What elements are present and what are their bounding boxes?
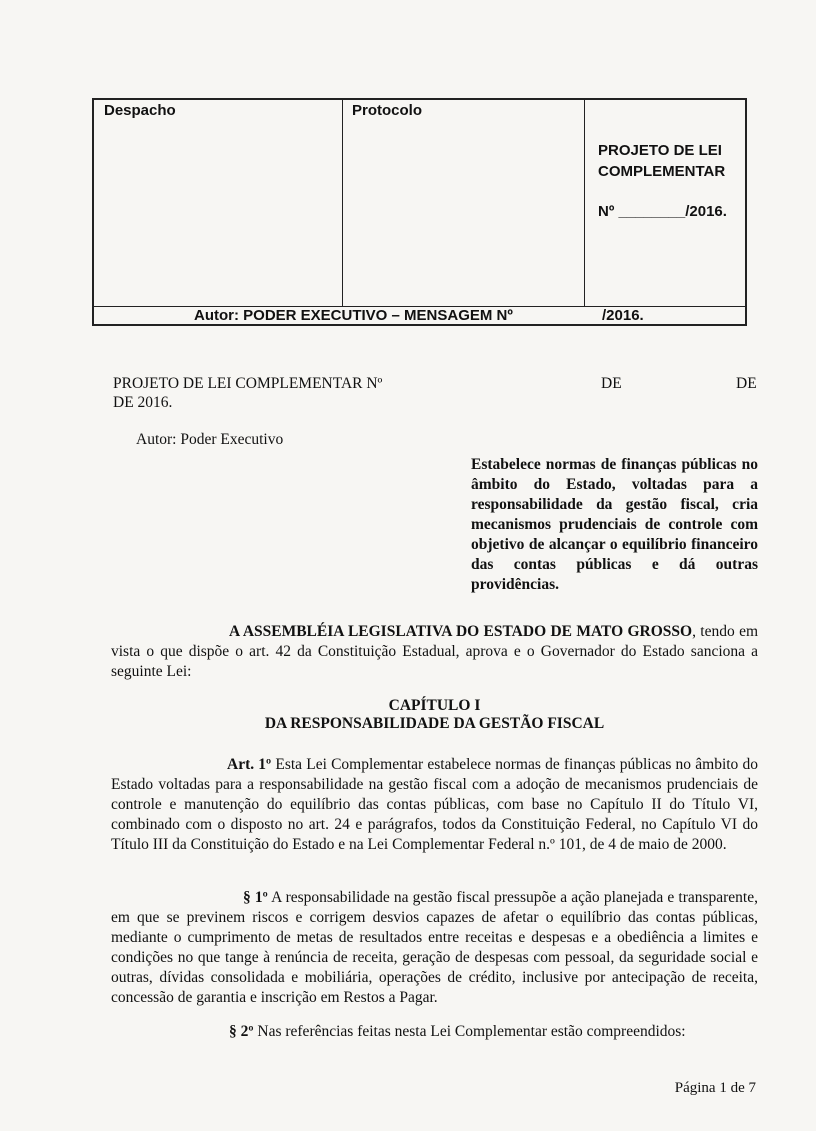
intro-title: PROJETO DE LEI COMPLEMENTAR Nº [113, 375, 383, 392]
protocolo-label: Protocolo [352, 102, 422, 119]
paragraph-2-label: § 2º [229, 1023, 254, 1040]
intro-year: DE 2016. [113, 394, 173, 411]
article-1-label: Art. 1º [227, 756, 272, 773]
despacho-cell [94, 100, 343, 306]
doc-type-line2: COMPLEMENTAR [598, 163, 726, 180]
doc-type [598, 140, 725, 182]
protocolo-cell [342, 100, 585, 306]
doc-number: Nº ________/2016. [598, 203, 727, 220]
ementa: Estabelece normas de finanças públicas no âmbito do Estado, voltadas para a responsabilidade da gestão fiscal, cria mecanismos prudenciais de controle com objetivo de alcançar o equilíbrio financeiro das contas públicas e dá outras providências. [471, 456, 758, 593]
intro-de1: DE [601, 375, 622, 392]
intro-author: Autor: Poder Executivo [136, 431, 284, 448]
doc-type-line1: PROJETO DE LEI [598, 142, 722, 159]
author-row [94, 306, 745, 327]
paragraph-2-text: Nas referências feitas nesta Lei Complementar estão compreendidos: [253, 1023, 686, 1040]
preamble-rest: , tendo em vista o que dispõe o art. 42 da Constituição Estadual, aprova e o Governador do Estado sanciona a seguinte Lei: [111, 623, 758, 680]
intro-de2: DE [736, 375, 757, 392]
chapter-number: CAPÍTULO I [388, 697, 481, 714]
page-number: Página 1 de 7 [674, 1080, 756, 1096]
chapter-title: DA RESPONSABILIDADE DA GESTÃO FISCAL [264, 715, 605, 732]
article-1 [111, 755, 758, 855]
header-box [92, 98, 747, 326]
author-line: Autor: PODER EXECUTIVO – MENSAGEM Nº [194, 307, 513, 324]
paragraph-1-text: A responsabilidade na gestão fiscal pressupõe a ação planejada e transparente, em que se previnem riscos e corrigem desvios capazes de afetar o equilíbrio das contas públicas, mediante o cumprimento de metas de resultados entre receitas e despesas e a obediência a limites e condições no que tange à renúncia de receita, geração de despesas com pessoal, da seguridade social e outras, dívidas consolidada e mobiliária, operações de crédito, inclusive por antecipação de receita, concessão de garantia e inscrição em Restos a Pagar. [111, 889, 758, 1006]
article-1-text: Esta Lei Complementar estabelece normas de finanças públicas no âmbito do Estado voltadas para a responsabilidade na gestão fiscal com a adoção de mecanismos prudenciais de controle e manutenção do equilíbrio das contas públicas, com base no Capítulo II do Título VI, combinado com o disposto no art. 24 e parágrafos, todos da Constituição Federal, no Capítulo VI do Título III da Constituição do Estado e na Lei Complementar Federal n.º 101, de 4 de maio de 2000. [111, 756, 758, 853]
preamble [111, 622, 758, 682]
paragraph-1 [111, 888, 758, 1008]
preamble-bold: A ASSEMBLÉIA LEGISLATIVA DO ESTADO DE MATO GROSSO [229, 623, 693, 640]
paragraph-2 [111, 1022, 758, 1042]
paragraph-1-label: § 1º [243, 889, 268, 906]
despacho-label: Despacho [104, 102, 176, 119]
author-year: /2016. [602, 307, 644, 324]
